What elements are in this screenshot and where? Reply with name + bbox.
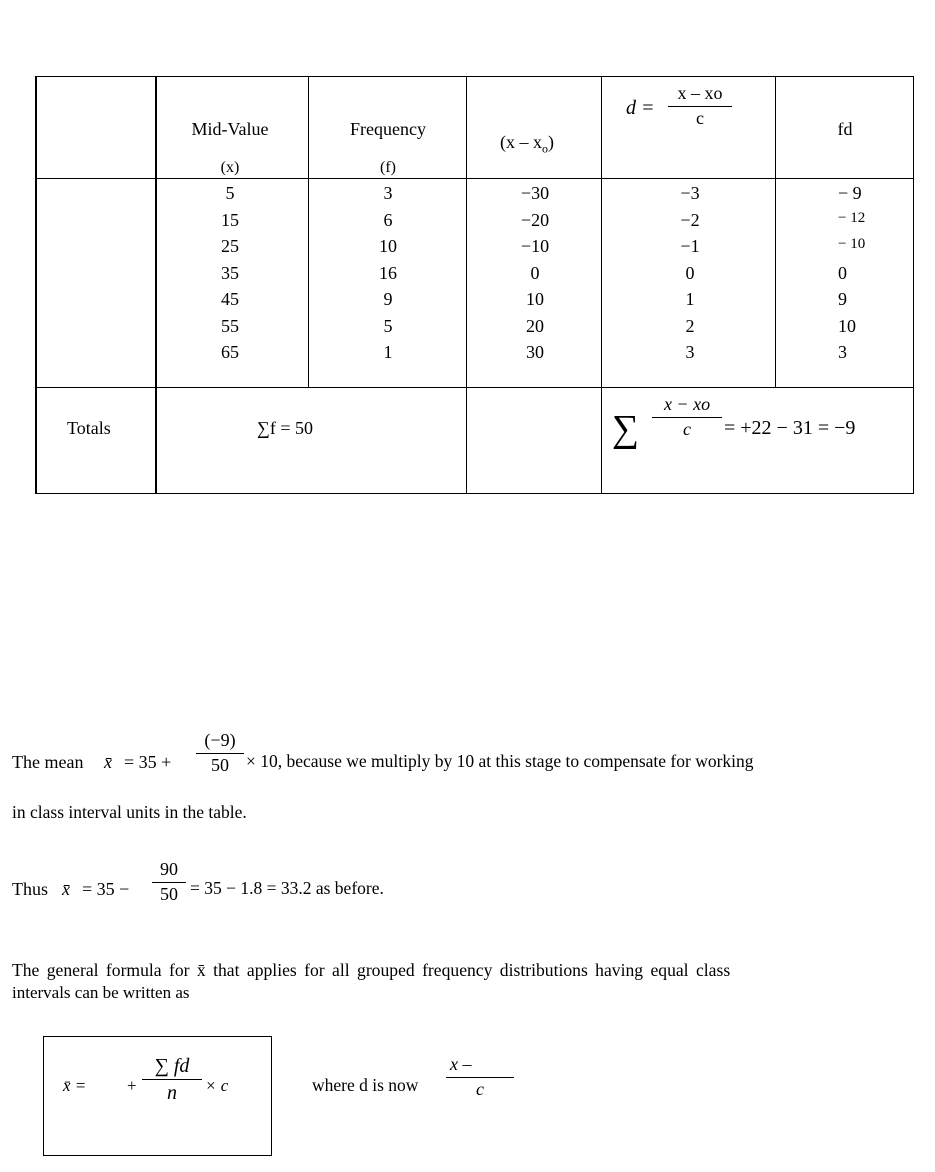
table-cell-d: 0 [685,262,695,283]
table-cell-dev: 30 [526,342,544,362]
table-top-border [35,76,914,77]
general-formula-line1: The general formula for x̄ that applies for all grouped frequency distributions having equal class [12,960,731,980]
table-cell-x: 45 [221,289,239,309]
table-cell-d: −2 [680,209,700,230]
header-d-label: d = [626,97,655,119]
where-text: where d is now [312,1075,419,1095]
mean-xbar: x̄ [104,752,112,772]
header-mid-value-symbol: (x) [220,159,240,176]
mean-prefix: The mean [12,752,84,772]
formula-times-c: × c [205,1076,229,1095]
header-deviation: $(x - x_o)$ [500,132,554,156]
table-cell-fd: 10 [838,315,856,336]
header-frequency-symbol: (f) [380,159,396,176]
totals-fraction: x − xo c [652,395,722,440]
totals-result: = +22 − 31 = −9 [724,417,856,439]
thus-xbar: x̄ [62,879,70,899]
table-col-divider-1 [155,76,157,494]
table-cell-d: 1 [685,289,695,309]
table-cell-f: 16 [379,262,397,283]
table-cell-f: 3 [383,183,393,203]
table-cell-d: 2 [685,315,695,336]
table-cell-f: 5 [383,315,393,336]
table-cell-dev: 20 [526,315,544,336]
table-cell-x: 25 [221,236,239,256]
header-d-fraction: x – xo c [668,84,732,129]
table-cell-dev: 10 [526,289,544,309]
table-cell-x: 65 [221,342,239,362]
totals-sum-f: ∑f = 50 [257,418,313,438]
totals-sigma: ∑ [612,408,640,450]
table-header-divider [35,178,914,179]
table-cell-f: 1 [383,342,393,362]
table-cell-dev: −20 [520,209,550,230]
table-bottom-border [35,493,914,494]
table-right-border [913,76,914,494]
table-cell-d: −3 [680,183,700,203]
general-formula-line2: intervals can be written as [12,983,190,1002]
header-frequency: Frequency [350,119,426,139]
table-cell-fd: − 9 [838,183,862,203]
table-cell-x: 15 [221,209,239,230]
table-col-divider-5 [775,76,776,388]
header-mid-value: Mid-Value [191,119,269,139]
table-cell-fd: − 12 [838,209,866,226]
table-cell-fd: 3 [838,342,847,362]
table-cell-dev: −30 [520,183,550,203]
table-body-divider [35,387,914,388]
table-cell-f: 9 [383,289,393,309]
header-fd: fd [837,119,853,139]
table-left-border [35,76,37,494]
mean-eq: = 35 + [124,752,172,772]
formula-fraction: ∑ fd n [142,1055,202,1104]
thus-eq: = 35 − [82,879,130,899]
table-cell-d: −1 [680,236,700,256]
table-cell-x: 5 [225,183,235,203]
where-fraction: x – c [446,1055,514,1100]
formula-xbar-eq: x̄ = [63,1076,87,1095]
table-cell-fd: 0 [838,262,847,283]
table-cell-d: 3 [685,342,695,362]
table-cell-x: 55 [221,315,239,336]
table-cell-x: 35 [221,262,239,283]
table-col-divider-3 [466,76,467,494]
table-cell-dev: −10 [520,236,550,256]
totals-label: Totals [67,418,111,438]
table-cell-dev: 0 [530,262,540,283]
thus-prefix: Thus [12,879,48,899]
thus-fraction: 90 50 [152,860,186,905]
table-cell-f: 10 [379,236,397,256]
thus-suffix: = 35 − 1.8 = 33.2 as before. [190,878,384,898]
mean-suffix: × 10, because we multiply by 10 at this stage to compensate for working [246,751,754,771]
table-col-divider-4 [601,76,602,494]
table-cell-fd: − 10 [838,236,866,252]
table-cell-f: 6 [383,209,393,230]
mean-line2: in class interval units in the table. [12,802,247,822]
table-col-divider-2 [308,76,309,388]
table-cell-fd: 9 [838,289,847,309]
mean-fraction: (−9) 50 [196,731,244,776]
formula-plus: + [127,1076,137,1095]
